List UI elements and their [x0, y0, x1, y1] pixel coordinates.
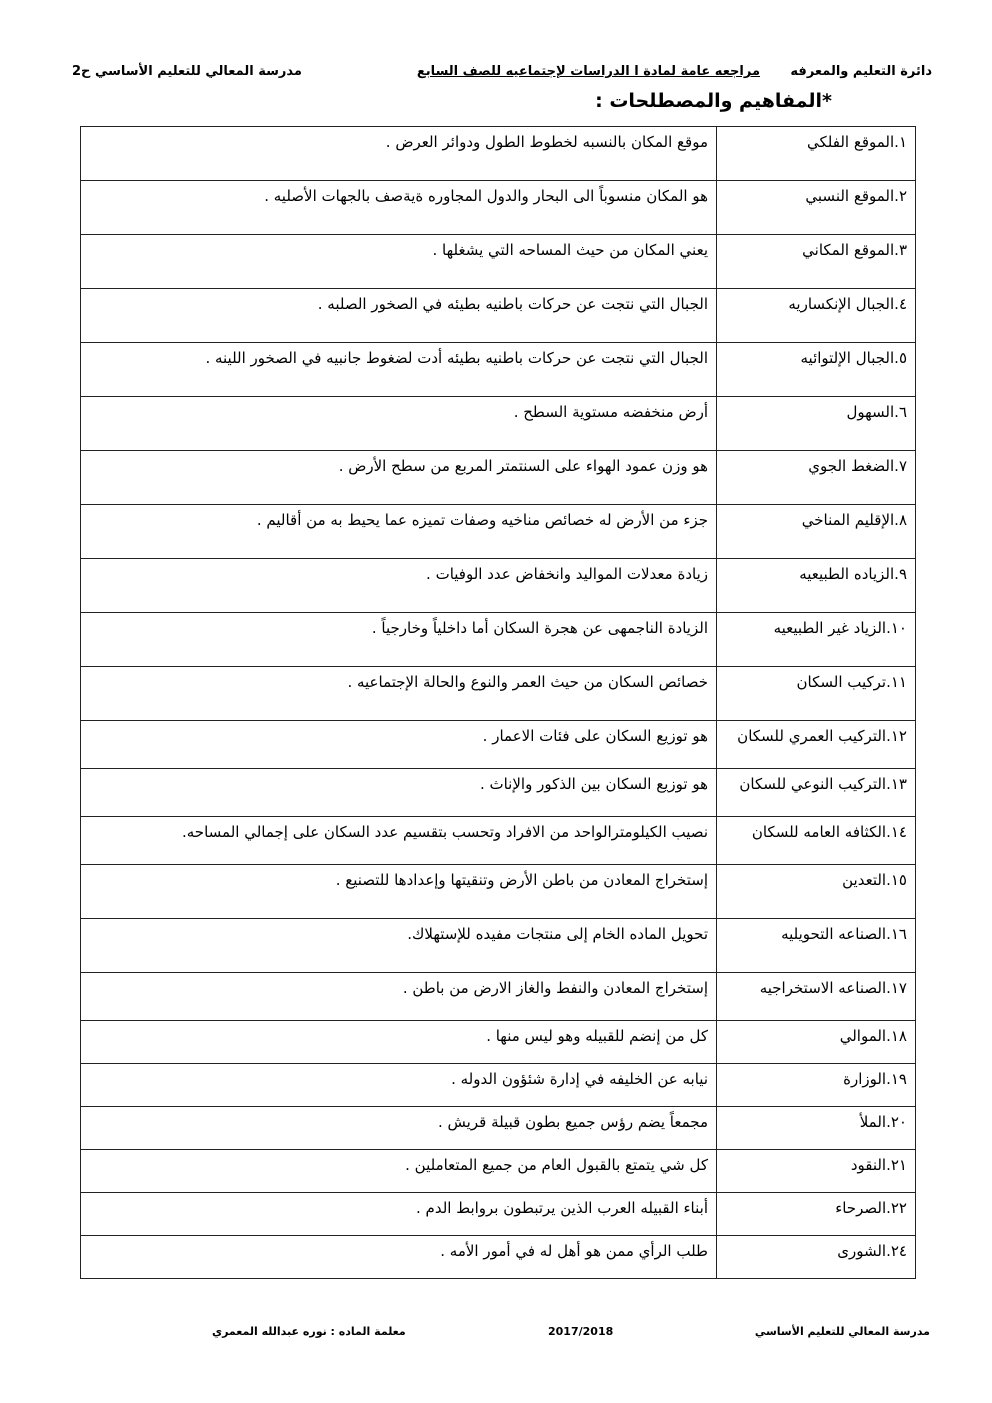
term-cell: ١٧.الصناعه الاستخراجيه: [717, 973, 916, 1021]
table-row: [81, 343, 916, 397]
definition-cell: تحويل الماده الخام إلى منتجات مفيده للإستهلاك.: [81, 919, 717, 973]
definition-cell: زيادة معدلات المواليد وانخفاض عدد الوفيات .: [81, 559, 717, 613]
table-row: [81, 127, 916, 181]
term-cell: ١٩.الوزارة: [717, 1064, 916, 1107]
table-row: [81, 397, 916, 451]
table-row: [81, 865, 916, 919]
table-row: [81, 817, 916, 865]
definition-cell: طلب الرأي ممن هو أهل له في أمور الأمه .: [81, 1236, 717, 1279]
definition-cell: أرض منخفضه مستوية السطح .: [81, 397, 717, 451]
term-cell: ١٤.الكثافه العامه للسكان: [717, 817, 916, 865]
table-row: [81, 1064, 916, 1107]
term-cell: ١٣.التركيب النوعي للسكان: [717, 769, 916, 817]
term-cell: ٥.الجبال الإلتوائيه: [717, 343, 916, 397]
table-row: [81, 769, 916, 817]
definition-cell: كل من إنضم للقبيله وهو ليس منها .: [81, 1021, 717, 1064]
table-row: [81, 919, 916, 973]
table-row: [81, 973, 916, 1021]
term-cell: ٢٢.الصرحاء: [717, 1193, 916, 1236]
section-title: *المفاهيم والمصطلحات :: [595, 90, 832, 112]
definition-cell: كل شي يتمتع بالقبول العام من جميع المتعاملين .: [81, 1150, 717, 1193]
term-cell: ٣.الموقع المكاني: [717, 235, 916, 289]
term-cell: ١٥.التعدين: [717, 865, 916, 919]
header-department: دائرة التعليم والمعرفه: [790, 64, 932, 79]
definition-cell: الجبال التي نتجت عن حركات باطنيه بطيئه أدت لضغوط جانبيه في الصخور اللينه .: [81, 343, 717, 397]
table-row: [81, 235, 916, 289]
table-row: [81, 1236, 916, 1279]
definition-cell: إستخراج المعادن من باطن الأرض وتنقيتها وإعدادها للتصنيع .: [81, 865, 717, 919]
definition-cell: يعني المكان من حيث المساحه التي يشغلها .: [81, 235, 717, 289]
definition-cell: جزء من الأرض له خصائص مناخيه وصفات تميزه عما يحيط به من أقاليم .: [81, 505, 717, 559]
header-title: مراجعه عامة لمادة ا الدراسات لإجتماعيه للصف السابع: [416, 64, 760, 79]
definition-cell: خصائص السكان من حيث العمر والنوع والحالة الإجتماعيه .: [81, 667, 717, 721]
term-cell: ٢١.النقود: [717, 1150, 916, 1193]
term-cell: ٧.الضغط الجوي: [717, 451, 916, 505]
table-row: [81, 1021, 916, 1064]
term-cell: ٢٠.الملأ: [717, 1107, 916, 1150]
table-row: [81, 505, 916, 559]
definition-cell: نيابه عن الخليفه في إدارة شئؤون الدوله .: [81, 1064, 717, 1107]
table-row: [81, 613, 916, 667]
table-row: [81, 1150, 916, 1193]
term-cell: ٩.الزياده الطبيعيه: [717, 559, 916, 613]
term-cell: ٨.الإقليم المناخي: [717, 505, 916, 559]
table-row: [81, 1193, 916, 1236]
term-cell: ١١.تركيب السكان: [717, 667, 916, 721]
footer-year: 2017/2018: [548, 1325, 614, 1338]
definition-cell: موقع المكان بالنسبه لخطوط الطول ودوائر العرض .: [81, 127, 717, 181]
term-cell: ١٦.الصناعه التحويليه: [717, 919, 916, 973]
term-cell: ١٢.التركيب العمري للسكان: [717, 721, 916, 769]
definition-cell: إستخراج المعادن والنفط والغاز الارض من باطن .: [81, 973, 717, 1021]
table-row: [81, 181, 916, 235]
definition-cell: هو وزن عمود الهواء على السنتمتر المربع من سطح الأرض .: [81, 451, 717, 505]
term-cell: ٤.الجبال الإنكساريه: [717, 289, 916, 343]
definition-cell: أبناء القبيله العرب الذين يرتبطون بروابط الدم .: [81, 1193, 717, 1236]
term-cell: ٢٤.الشورى: [717, 1236, 916, 1279]
term-cell: ١٠.الزياد غير الطبيعيه: [717, 613, 916, 667]
definition-cell: الجبال التي نتجت عن حركات باطنيه بطيئه في الصخور الصلبه .: [81, 289, 717, 343]
term-cell: ٦.السهول: [717, 397, 916, 451]
header-school: مدرسة المعالي للتعليم الأساسي ح2: [72, 64, 302, 79]
definition-cell: الزيادة الناجمهى عن هجرة السكان أما داخلياً وخارجياً .: [81, 613, 717, 667]
definition-cell: هو المكان منسوباً الى البحار والدول المجاوره ةيةصف بالجهات الأصليه .: [81, 181, 717, 235]
term-cell: ١٨.الموالي: [717, 1021, 916, 1064]
table-row: [81, 289, 916, 343]
table-row: [81, 451, 916, 505]
footer-teacher: معلمة الماده : نوره عبدالله المعمري: [212, 1325, 406, 1338]
term-cell: ١.الموقع الفلكي: [717, 127, 916, 181]
table-row: [81, 667, 916, 721]
table-row: [81, 559, 916, 613]
table-row: [81, 1107, 916, 1150]
definition-cell: نصيب الكيلومترالواحد من الافراد وتحسب بتقسيم عدد السكان على إجمالي المساحه.: [81, 817, 717, 865]
definition-cell: هو توزيع السكان بين الذكور والإناث .: [81, 769, 717, 817]
table-row: [81, 721, 916, 769]
terms-table: [80, 126, 916, 1279]
definition-cell: مجمعاً يضم رؤس جميع بطون قبيلة قريش .: [81, 1107, 717, 1150]
definition-cell: هو توزيع السكان على فئات الاعمار .: [81, 721, 717, 769]
term-cell: ٢.الموقع النسبي: [717, 181, 916, 235]
footer-school: مدرسة المعالي للتعليم الأساسي: [754, 1325, 930, 1338]
